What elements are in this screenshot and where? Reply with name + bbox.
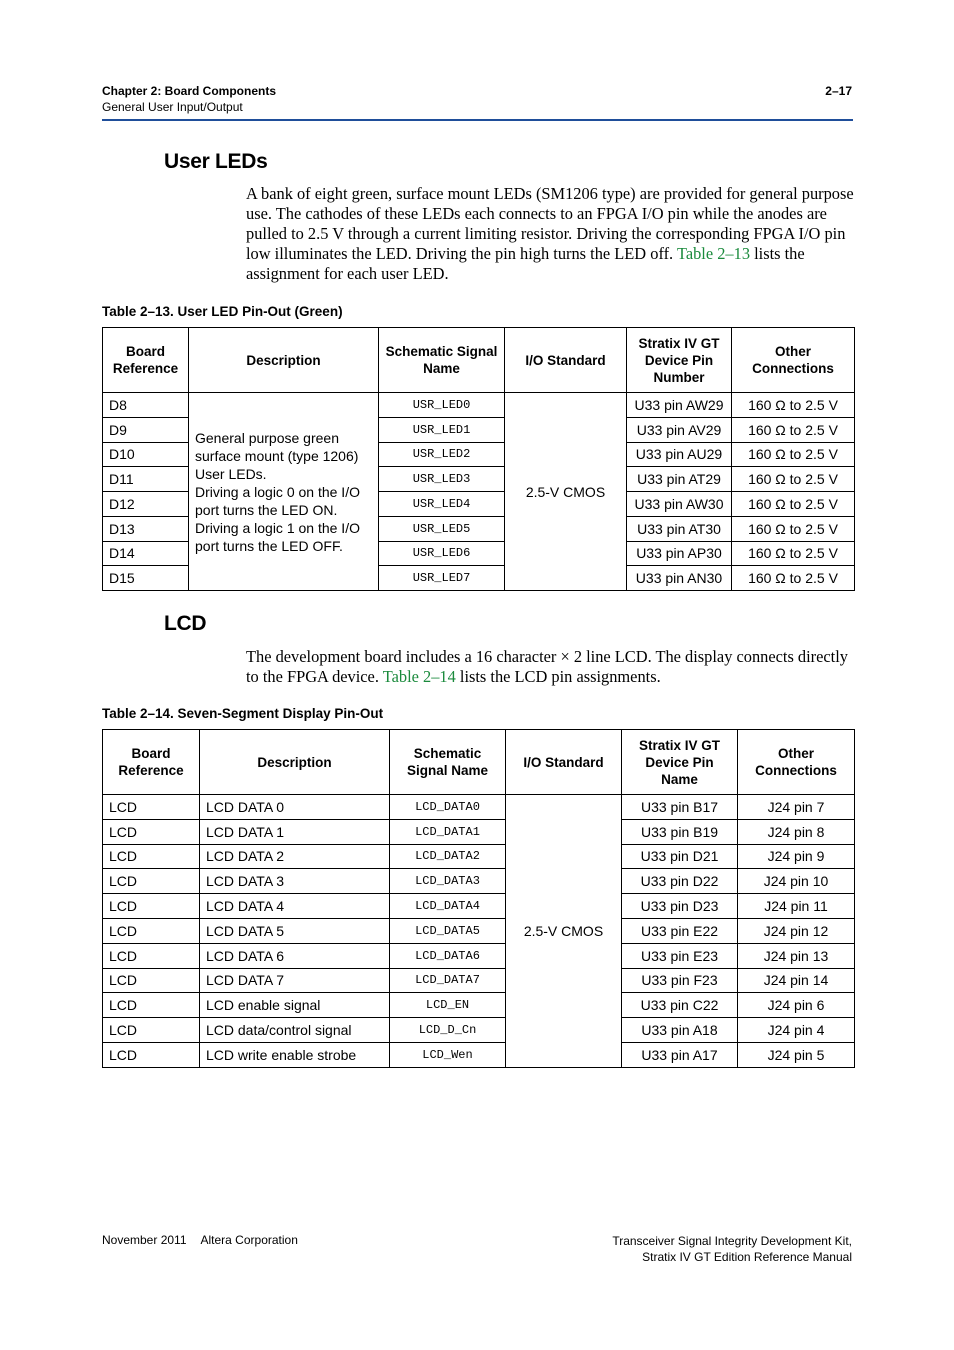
cell-signal: LCD_DATA3 (390, 869, 506, 894)
cell-other: 160 Ω to 2.5 V (732, 492, 855, 517)
cell-signal: LCD_DATA6 (390, 943, 506, 968)
cell-other: 160 Ω to 2.5 V (732, 516, 855, 541)
user-leds-heading: User LEDs (164, 150, 268, 173)
th-description: Description (200, 730, 390, 795)
lcd-paragraph (246, 647, 856, 687)
table-2-13 (102, 327, 855, 591)
cell-device-pin: U33 pin A18 (622, 1018, 738, 1043)
cell-device-pin: U33 pin A17 (622, 1042, 738, 1067)
cell-description: LCD DATA 7 (200, 968, 390, 993)
cell-signal: USR_LED5 (379, 516, 505, 541)
cell-description: LCD DATA 2 (200, 844, 390, 869)
table-2-14-caption: Table 2–14. Seven-Segment Display Pin-Out (102, 706, 384, 721)
cell-device-pin: U33 pin E23 (622, 943, 738, 968)
cell-description: LCD enable signal (200, 993, 390, 1018)
th-board-reference: Board Reference (103, 730, 200, 795)
section-subtitle: General User Input/Output (102, 100, 243, 114)
cell-device-pin: U33 pin AP30 (627, 541, 732, 566)
lcd-text-b: lists the LCD pin assignments. (455, 667, 661, 686)
cell-signal: USR_LED3 (379, 467, 505, 492)
th-description: Description (189, 328, 379, 393)
th-schematic-signal: Schematic Signal Name (390, 730, 506, 795)
cell-board-ref: LCD (103, 1018, 200, 1043)
desc-line: port turns the LED OFF. (195, 537, 343, 554)
footer-title-line2: Stratix IV GT Edition Reference Manual (642, 1250, 852, 1264)
cell-board-ref: LCD (103, 869, 200, 894)
cell-device-pin: U33 pin B17 (622, 795, 738, 820)
cell-other: 160 Ω to 2.5 V (732, 467, 855, 492)
table-2-14 (102, 729, 855, 1068)
cell-signal: LCD_Wen (390, 1042, 506, 1067)
cell-other: 160 Ω to 2.5 V (732, 417, 855, 442)
th-device-pin: Stratix IV GT Device Pin Name (622, 730, 738, 795)
cell-device-pin: U33 pin AT30 (627, 516, 732, 541)
user-leds-paragraph (246, 184, 856, 284)
th-other-connections: Other Connections (732, 328, 855, 393)
cell-description: LCD DATA 5 (200, 918, 390, 943)
cell-signal: USR_LED1 (379, 417, 505, 442)
cell-device-pin: U33 pin F23 (622, 968, 738, 993)
cell-device-pin: U33 pin AU29 (627, 442, 732, 467)
cell-signal: LCD_DATA2 (390, 844, 506, 869)
desc-line: User LEDs. (195, 465, 267, 482)
cell-description: LCD DATA 0 (200, 795, 390, 820)
cell-board-ref: LCD (103, 844, 200, 869)
cell-description: LCD DATA 1 (200, 819, 390, 844)
table-2-13-header-row (103, 328, 855, 393)
cell-other: J24 pin 11 (738, 894, 855, 919)
cell-signal: USR_LED4 (379, 492, 505, 517)
cell-board-ref: D10 (103, 442, 189, 467)
desc-line: Driving a logic 1 on the I/O (195, 519, 360, 536)
table-row (103, 819, 855, 844)
cell-board-ref: D13 (103, 516, 189, 541)
table-row (103, 844, 855, 869)
footer-title-line1: Transceiver Signal Integrity Development Kit, (612, 1234, 852, 1248)
th-io-standard: I/O Standard (505, 328, 627, 393)
cell-device-pin: U33 pin AW29 (627, 393, 732, 418)
table-row (103, 1018, 855, 1043)
table-row (103, 1042, 855, 1067)
cell-board-ref: D15 (103, 566, 189, 591)
table-row (103, 894, 855, 919)
header-rule (102, 119, 853, 121)
cell-signal: USR_LED7 (379, 566, 505, 591)
cell-board-ref: LCD (103, 943, 200, 968)
cell-other: J24 pin 8 (738, 819, 855, 844)
table-row (103, 943, 855, 968)
cell-board-ref: LCD (103, 819, 200, 844)
cell-device-pin: U33 pin AT29 (627, 467, 732, 492)
cell-other: 160 Ω to 2.5 V (732, 393, 855, 418)
cell-signal: USR_LED6 (379, 541, 505, 566)
cell-description: LCD DATA 3 (200, 869, 390, 894)
cell-signal: LCD_D_Cn (390, 1018, 506, 1043)
cell-signal: LCD_DATA0 (390, 795, 506, 820)
cell-device-pin: U33 pin B19 (622, 819, 738, 844)
cell-other: J24 pin 7 (738, 795, 855, 820)
th-io-standard: I/O Standard (506, 730, 622, 795)
page-number: 2–17 (825, 84, 852, 98)
chapter-title: Chapter 2: Board Components (102, 84, 277, 98)
cell-other: 160 Ω to 2.5 V (732, 566, 855, 591)
cell-board-ref: D12 (103, 492, 189, 517)
desc-line: surface mount (type 1206) (195, 447, 359, 464)
cell-other: J24 pin 9 (738, 844, 855, 869)
cell-device-pin: U33 pin D22 (622, 869, 738, 894)
cell-other: J24 pin 13 (738, 943, 855, 968)
cell-board-ref: LCD (103, 993, 200, 1018)
cell-other: J24 pin 6 (738, 993, 855, 1018)
table-row (103, 918, 855, 943)
cell-board-ref: D11 (103, 467, 189, 492)
cell-signal: USR_LED0 (379, 393, 505, 418)
cell-board-ref: LCD (103, 795, 200, 820)
footer-left (102, 1233, 298, 1247)
cell-other: 160 Ω to 2.5 V (732, 541, 855, 566)
cell-board-ref: LCD (103, 894, 200, 919)
cell-signal: LCD_DATA5 (390, 918, 506, 943)
cell-other: J24 pin 14 (738, 968, 855, 993)
cell-signal: USR_LED2 (379, 442, 505, 467)
lcd-heading: LCD (164, 612, 207, 635)
cell-board-ref: D14 (103, 541, 189, 566)
cell-device-pin: U33 pin D21 (622, 844, 738, 869)
table-2-14-link[interactable]: Table 2–14 (382, 667, 456, 686)
table-row (103, 795, 855, 820)
cell-board-ref: D9 (103, 417, 189, 442)
cell-description: LCD write enable strobe (200, 1042, 390, 1067)
led-description-cell (189, 393, 379, 591)
cell-signal: LCD_DATA1 (390, 819, 506, 844)
footer-date: November 2011 (102, 1233, 187, 1247)
table-2-13-caption: Table 2–13. User LED Pin-Out (Green) (102, 304, 343, 319)
cell-signal: LCD_DATA7 (390, 968, 506, 993)
cell-board-ref: LCD (103, 918, 200, 943)
table-row (103, 993, 855, 1018)
user-leds-text-b: lists the assignment for each user LED. (246, 244, 805, 283)
cell-other: 160 Ω to 2.5 V (732, 442, 855, 467)
lcd-text-a: The development board includes a 16 character × 2 line LCD. The display connects directly to the FPGA device. (246, 647, 848, 686)
table-row (103, 968, 855, 993)
cell-device-pin: U33 pin AV29 (627, 417, 732, 442)
cell-board-ref: D8 (103, 393, 189, 418)
cell-device-pin: U33 pin AN30 (627, 566, 732, 591)
desc-line: Driving a logic 0 on the I/O (195, 483, 360, 500)
cell-device-pin: U33 pin E22 (622, 918, 738, 943)
th-schematic-signal: Schematic Signal Name (379, 328, 505, 393)
cell-device-pin: U33 pin AW30 (627, 492, 732, 517)
table-row (103, 869, 855, 894)
th-device-pin: Stratix IV GT Device Pin Number (627, 328, 732, 393)
cell-io-standard: 2.5-V CMOS (505, 393, 627, 591)
cell-signal: LCD_DATA4 (390, 894, 506, 919)
cell-board-ref: LCD (103, 968, 200, 993)
cell-device-pin: U33 pin D23 (622, 894, 738, 919)
cell-other: J24 pin 4 (738, 1018, 855, 1043)
user-leds-text-a: A bank of eight green, surface mount LEDs (SM1206 type) are provided for general purpose use. The cathodes of these LEDs each connects to an FPGA I/O pin while the anodes are pulled to 2.5 V through a current limiting resistor. Driving the corresponding FPGA I/O pin low illuminates the LED. Driving the pin high turns the LED off. (246, 184, 854, 263)
th-other-connections: Other Connections (738, 730, 855, 795)
cell-other: J24 pin 5 (738, 1042, 855, 1067)
footer-company: Altera Corporation (200, 1233, 298, 1247)
th-board-reference: Board Reference (103, 328, 189, 393)
cell-other: J24 pin 10 (738, 869, 855, 894)
desc-line: General purpose green (195, 429, 339, 446)
table-2-14-header-row (103, 730, 855, 795)
cell-signal: LCD_EN (390, 993, 506, 1018)
cell-board-ref: LCD (103, 1042, 200, 1067)
cell-other: J24 pin 12 (738, 918, 855, 943)
cell-description: LCD data/control signal (200, 1018, 390, 1043)
cell-description: LCD DATA 4 (200, 894, 390, 919)
desc-line: port turns the LED ON. (195, 501, 338, 518)
table-2-13-link[interactable]: Table 2–13 (676, 244, 751, 263)
footer-right (612, 1233, 852, 1265)
table-row (103, 393, 855, 418)
cell-io-standard: 2.5-V CMOS (506, 795, 622, 1068)
cell-description: LCD DATA 6 (200, 943, 390, 968)
cell-device-pin: U33 pin C22 (622, 993, 738, 1018)
